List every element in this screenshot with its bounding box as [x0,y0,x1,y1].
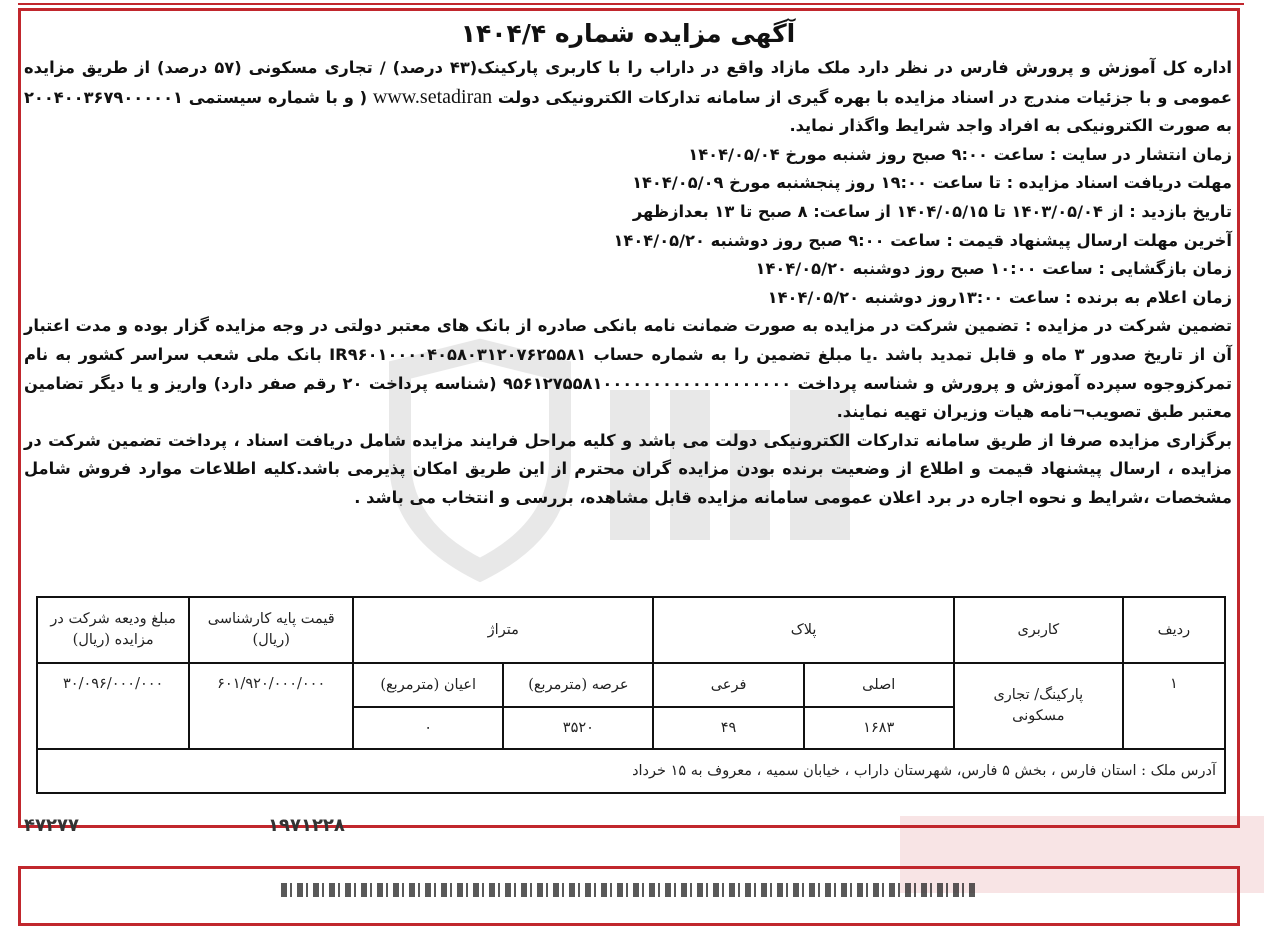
subheader-main: اصلی [804,663,954,707]
intro-text-2: ( و با شماره سیستمی ۲۰۰۴۰۰۳۶۷۹۰۰۰۰۰۱ به صورت الکترونیکی به افراد واجد شرایط واگذار نماید. [24,87,1232,136]
top-divider [18,0,1244,5]
header-usage: کاربری [954,597,1123,663]
property-address: آدرس ملک : استان فارس ، بخش ۵ فارس، شهرستان داراب ، خیابان سمیه ، معروف به ۱۵ خرداد [37,749,1225,793]
intro-text-1: اداره کل آموزش و پرورش فارس در نظر دارد ملک مازاد واقع در داراب را با کاربری پارکینک(۴۳ درصد) / تجاری مسکونی (۵۷ درصد) از طریق مزایده عمومی و با جزئیات مندرج در اسناد مزایده با بهره گیری از سامانه تدارکات الکترونیکی دولت [24,58,1233,107]
next-notice-frame [18,866,1240,926]
cell-land: ۳۵۲۰ [503,707,653,749]
guarantee-text-2: بانک ملی شعب سراسر کشور به نام تمرکزوجوه سپرده آموزش و پرورش و شناسه پرداخت ۹۵۶۱۲۷۵۵۸۱۰۰۰۰۰۰۰۰۰۰۰۰۰۰۰۰۰۰۰ (شناسه پرداخت ۲۰ رقم صفر دارد) واریز و یا دیگر تضامین معتبر طبق تصویب¬نامه هیات وزیران تهیه نمایند. [24,344,1232,422]
cell-row-number: ۱ [1123,663,1225,749]
header-base-price: قیمت پایه کارشناسی (ریال) [189,597,353,663]
cell-sub: ۴۹ [653,707,803,749]
guarantee-text-1: تضمین شرکت در مزایده : تضمین شرکت در مزایده به صورت ضمانت نامه بانکی صادره از بانک های معتبر دولتی در وجه مزایده گزار بوده و مدت اعتبار آن از تاریخ صدور ۳ ماه و قابل تمدید باشد .یا مبلغ تضمین را به شماره حساب [24,316,1232,364]
header-row-number: ردیف [1123,597,1225,663]
schedule-opening: زمان بازگشایی : ساعت ۱۰:۰۰ صبح روز دوشنبه ۱۴۰۴/۰۵/۲۰ [755,259,1232,279]
header-deposit: مبلغ ودیعه شرکت در مزایده (ریال) [37,597,189,663]
subheader-land: عرصه (مترمربع) [503,663,653,707]
cell-base-price: ۶۰۱/۹۲۰/۰۰۰/۰۰۰ [189,663,353,749]
conduct-paragraph: برگزاری مزایده صرفا از طریق سامانه تدارکات الکترونیکی دولت می باشد و کلیه مراحل فرایند مزایده شامل دریافت اسناد ، پرداخت تضمین شرکت در مزایده ، ارسال پیشنهاد قیمت و اطلاع از وضعیت برنده بودن مزایده گران محترم از این طریق امکان پذیرمی باشد.کلیه اطلاعات موارد فروش شامل مشخصات ،شرایط و نحوه اجاره در برد اعلان عمومی سامانه مزایده قابل مشاهده، بررسی و انتخاب می باشد . [24,430,1232,507]
notice-title: آگهی مزایده شماره ۱۴۰۴/۴ [460,19,796,48]
notice-body [24,18,1232,513]
schedule-documents-deadline: مهلت دریافت اسناد مزایده : تا ساعت ۱۹:۰۰ روز پنجشنبه مورخ ۱۴۰۴/۰۵/۰۹ [632,173,1232,193]
cell-building: ۰ [353,707,503,749]
cell-main: ۱۶۸۳ [804,707,954,749]
table-header-row [37,597,1225,663]
address-row [37,749,1225,793]
header-plaque: پلاک [653,597,953,663]
schedule-visit: تاریخ بازدید : از ۱۴۰۳/۰۵/۰۴ تا ۱۴۰۴/۰۵/۱۵ از ساعت: ۸ صبح تا ۱۳ بعدازظهر [632,201,1232,221]
table-row [37,663,1225,707]
guarantee-iban: IR۹۶۰۱۰۰۰۰۴۰۵۸۰۳۱۲۰۷۶۲۵۵۸۱ [329,344,587,364]
cell-usage: پارکینگ/ تجاری مسکونی [954,663,1123,749]
cell-deposit: ۳۰/۰۹۶/۰۰۰/۰۰۰ [37,663,189,749]
subheader-building: اعیان (مترمربع) [353,663,503,707]
auction-table [36,596,1226,794]
subheader-sub: فرعی [653,663,803,707]
schedule-bid-deadline: آخرین مهلت ارسال پیشنهاد قیمت : ساعت ۹:۰۰ صبح روز دوشنبه ۱۴۰۴/۰۵/۲۰ [613,230,1232,250]
footer-code-left: ۴۷۲۷۷ [24,815,79,836]
schedule-winner: زمان اعلام به برنده : ساعت ۱۳:۰۰روز دوشنبه ۱۴۰۴/۰۵/۲۰ [767,287,1232,307]
guarantee-paragraph [24,312,1232,426]
footer-code-right: ۱۹۷۱۲۲۸ [268,815,345,836]
next-notice-clipped-text [281,883,977,897]
setadiran-link[interactable]: www.setadiran [372,85,493,108]
schedule-publish: زمان انتشار در سایت : ساعت ۹:۰۰ صبح روز شنبه مورخ ۱۴۰۴/۰۵/۰۴ [688,144,1232,164]
intro-paragraph [24,54,1232,141]
header-area: متراژ [353,597,653,663]
